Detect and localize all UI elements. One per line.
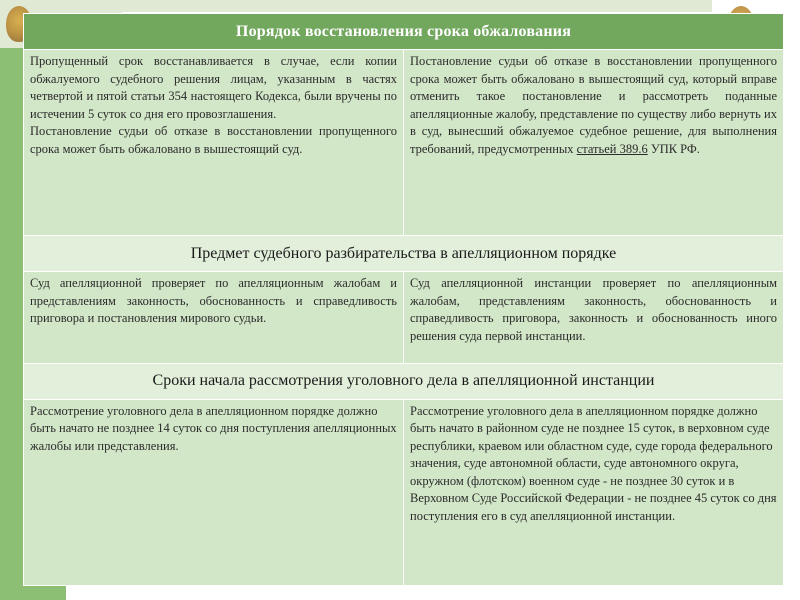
article-link[interactable]: статьей 389.6 xyxy=(576,141,648,156)
paragraph: Рассмотрение уголовного дела в апелляционном порядке должно быть начато не позднее 14 суток со дня поступления апелляционных жалобы или представления. xyxy=(30,403,397,453)
section-title-text: Предмет судебного разбирательства в апелляционном порядке xyxy=(190,244,617,262)
cell-deadlines-left xyxy=(24,399,404,585)
cell-subject-left xyxy=(24,272,404,364)
section-title-text: Сроки начала рассмотрения уголовного дела в апелляционной инстанции xyxy=(152,372,655,390)
paragraph: Пропущенный срок восстанавливается в случае, если копии обжалуемого судебного решения лицам, указанным в частях четвертой и пятой статьи 354 настоящего Кодекса, были вручены по истечении 5 суток со дня его провозглашения. xyxy=(30,54,397,121)
paragraph: Постановление судьи об отказе в восстановлении пропущенного срока может быть обжаловано в вышестоящий суд. xyxy=(30,124,397,156)
background-top-band xyxy=(122,0,712,12)
paragraph: Постановление судьи об отказе в восстановлении пропущенного срока может быть обжаловано в вышестоящий суд, который вправе отменить такое постановление и рассмотреть поданные апелляционные жалобу, представление по существу либо вернуть их в суд, вынесший обжалуемое судебное решение, для выполнения требований, предусмотренных xyxy=(410,54,777,156)
paragraph: Рассмотрение уголовного дела в апелляционном порядке должно быть начато в районном суде не позднее 15 суток, в верховном суде республики, краевом или областном суде, суде города федерального значения, суде автономной области, суде автономного округа, окружном (флотском) военном суде - не позднее 30 суток и в Верховном Суде Российской Федерации - не позднее 45 суток со дня поступления его в суд апелляционной инстанции. xyxy=(410,403,777,523)
section-title-subject xyxy=(24,236,784,272)
paragraph-tail: УПК РФ. xyxy=(650,141,700,156)
paragraph: Суд апелляционной проверяет по апелляционным жалобам и представлениям законность, обоснованность и справедливость приговора и постановления мирового судьи. xyxy=(30,276,397,326)
section-title-deadlines xyxy=(24,363,784,399)
cell-deadlines-right xyxy=(404,399,784,585)
appeal-procedure-table xyxy=(23,13,784,586)
section-title-text: Порядок восстановления срока обжалования xyxy=(235,22,572,40)
section-title-restore xyxy=(24,14,784,50)
cell-restore-left xyxy=(24,50,404,236)
paragraph: Суд апелляционной инстанции проверяет по апелляционным жалобам, представлениям законность, обоснованность и справедливость приговора, законность и обоснованность иного решения суда первой инстанции. xyxy=(410,276,777,343)
cell-subject-right xyxy=(404,272,784,364)
cell-restore-right xyxy=(404,50,784,236)
